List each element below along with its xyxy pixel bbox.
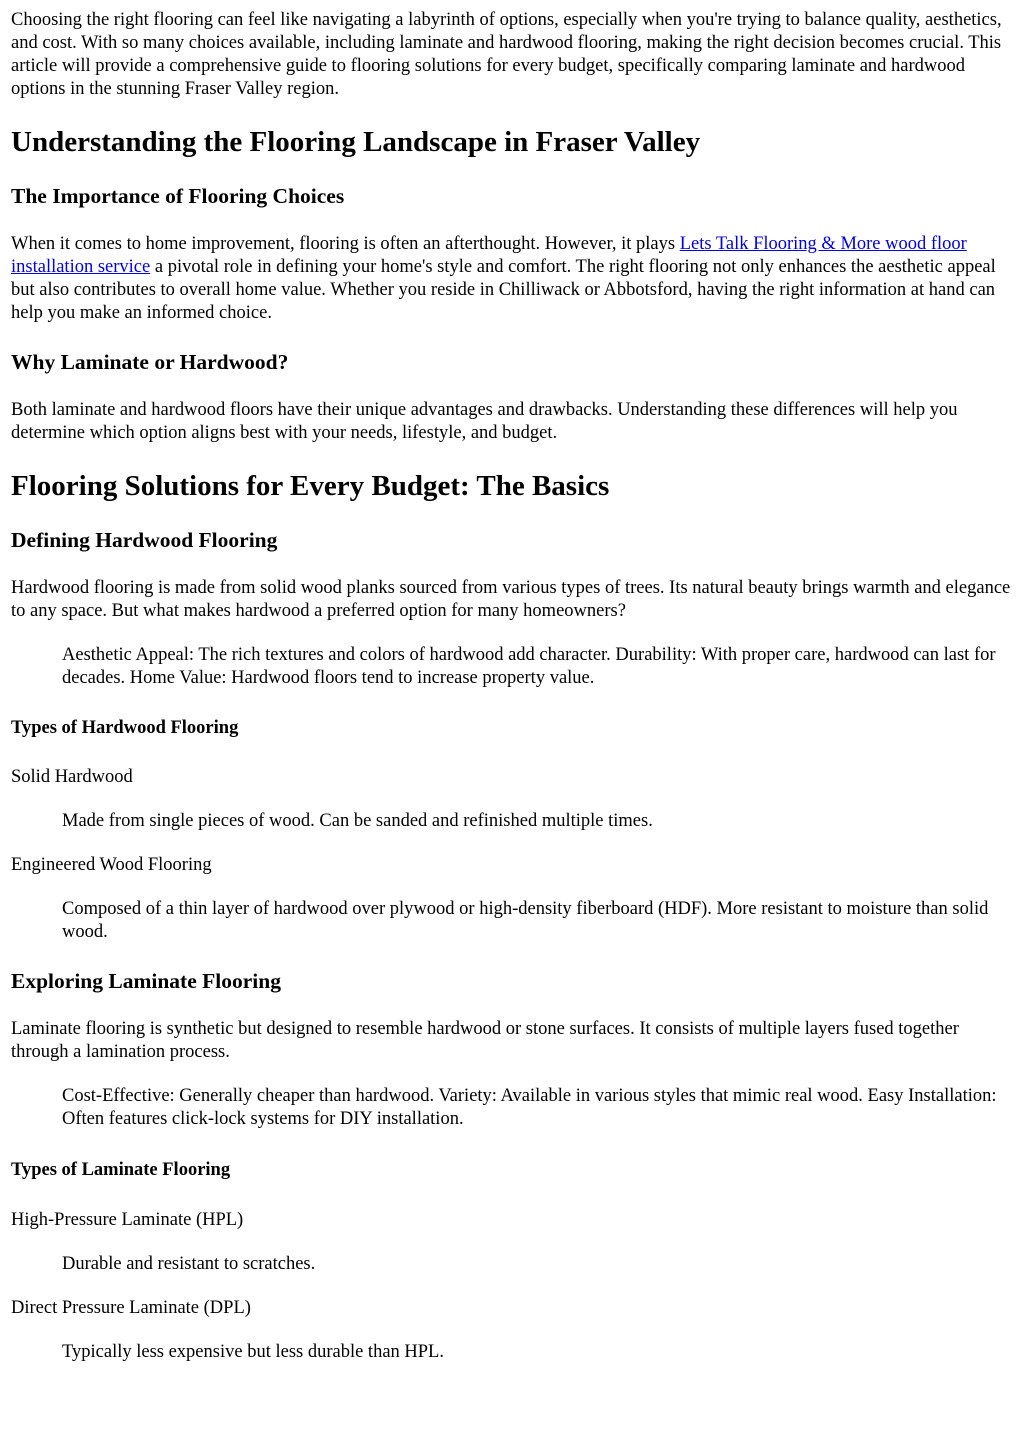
section-heading-budget: Flooring Solutions for Every Budget: The Basics [11, 470, 610, 502]
laminate-benefits: Cost-Effective: Generally cheaper than hardwood. Variety: Available in various styles that mimic real wood. Easy Installation: Often features click-lock systems for DIY installation. [62, 1086, 997, 1129]
laminate-type-hpl-desc: Durable and resistant to scratches. [62, 1254, 316, 1274]
importance-paragraph [11, 233, 1016, 325]
laminate-type-dpl: Direct Pressure Laminate (DPL) [11, 1298, 251, 1318]
importance-text-before: When it comes to home improvement, flooring is often an afterthought. However, it plays [11, 234, 680, 254]
hardwood-benefits: Aesthetic Appeal: The rich textures and colors of hardwood add character. Durability: With proper care, hardwood can last for decades. Home Value: Hardwood floors tend to increase property value. [62, 645, 996, 688]
hardwood-paragraph: Hardwood flooring is made from solid wood planks sourced from various types of trees. Its natural beauty brings warmth and elegance to any space. But what makes hardwood a preferred option for many homeowners? [11, 578, 1011, 621]
intro-paragraph: Choosing the right flooring can feel like navigating a labyrinth of options, especially when you're trying to balance quality, aesthetics, and cost. With so many choices available, including laminate and hardwood flooring, making the right decision becomes crucial. This article will provide a comprehensive guide to flooring solutions for every budget, specifically comparing laminate and hardwood options in the stunning Fraser Valley region. [11, 10, 1002, 99]
laminate-type-dpl-desc: Typically less expensive but less durable than HPL. [62, 1342, 444, 1362]
hardwood-type-engineered: Engineered Wood Flooring [11, 855, 212, 875]
installation-service-link[interactable]: Lets Talk Flooring & More wood floor installation service [11, 234, 967, 277]
section-heading-landscape: Understanding the Flooring Landscape in Fraser Valley [11, 126, 701, 158]
importance-text-after: a pivotal role in defining your home's style and comfort. The right flooring not only enhances the aesthetic appeal but also contributes to overall home value. Whether you reside in Chilliwack or Abbotsford, having the right information at hand can help you make an informed choice. [11, 257, 996, 323]
subheading-laminate-types: Types of Laminate Flooring [11, 1160, 231, 1180]
why-paragraph: Both laminate and hardwood floors have their unique advantages and drawbacks. Understanding these differences will help you determine which option aligns best with your needs, lifestyle, and budget. [11, 400, 958, 443]
hardwood-type-engineered-desc: Composed of a thin layer of hardwood over plywood or high-density fiberboard (HDF). More resistant to moisture than solid wood. [62, 899, 989, 942]
subheading-hardwood-types: Types of Hardwood Flooring [11, 718, 239, 738]
hardwood-type-solid-desc: Made from single pieces of wood. Can be sanded and refinished multiple times. [62, 811, 653, 831]
subheading-hardwood: Defining Hardwood Flooring [11, 528, 278, 552]
laminate-type-hpl: High-Pressure Laminate (HPL) [11, 1210, 244, 1230]
hardwood-type-solid: Solid Hardwood [11, 767, 133, 787]
laminate-paragraph: Laminate flooring is synthetic but designed to resemble hardwood or stone surfaces. It consists of multiple layers fused together through a lamination process. [11, 1019, 959, 1062]
subheading-importance: The Importance of Flooring Choices [11, 184, 345, 208]
subheading-laminate: Exploring Laminate Flooring [11, 969, 281, 993]
subheading-why: Why Laminate or Hardwood? [11, 350, 289, 374]
